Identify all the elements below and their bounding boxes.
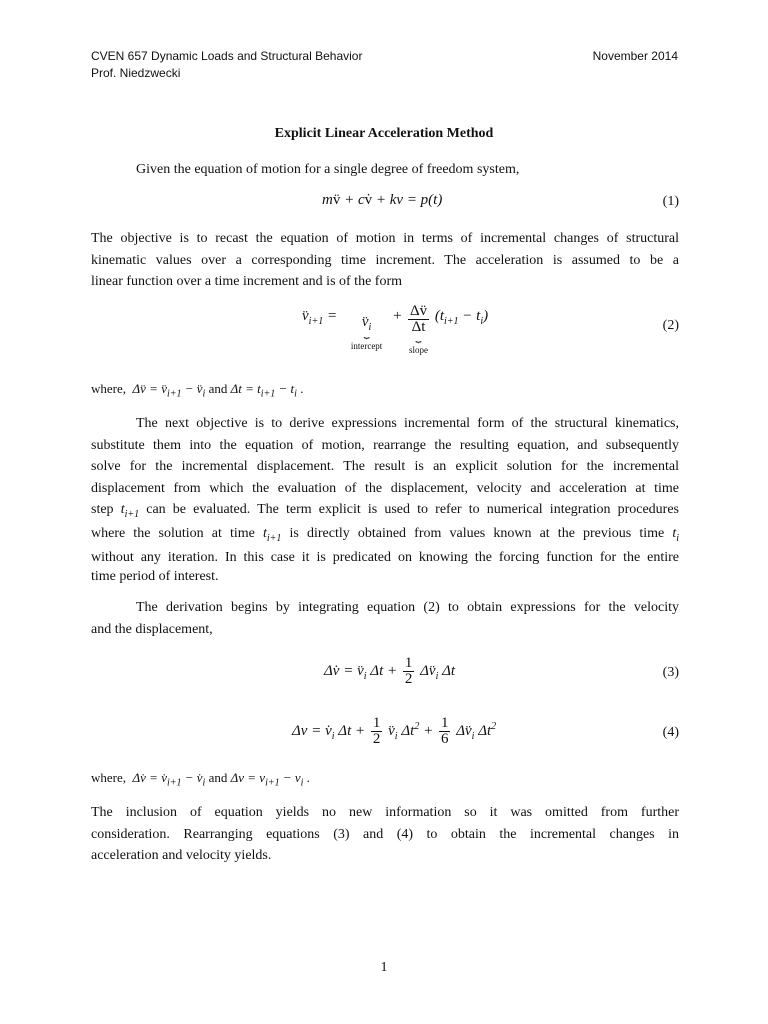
inclusion-paragraph <box>91 802 679 867</box>
where-word-1: where, <box>91 381 127 396</box>
equation-2: $v̈_{i+1}$ = $v̈_i$ ⏟ intercept + $\frac{\Delta v̈}{\Delta t}$ ⏟ slope $(t_{i+1} - t_i)$ <box>302 303 489 355</box>
intro-text: Given the equation of motion for a single degree of freedom system, <box>136 162 520 177</box>
next-line-2: substitute them into the equation of motion, rearrange the resulting equation, and subsequently <box>91 437 679 453</box>
document-date: November 2014 <box>592 49 678 63</box>
equation-3: Δv̇ = $v̈_i$ Δt + $\frac{1}{2}$ $\Delta v̈_i$ Δt <box>324 655 456 687</box>
step-rest: can be evaluated. The term explicit is used to refer to numerical integration procedures <box>146 502 679 517</box>
page-title: Explicit Linear Acceleration Method <box>274 126 494 141</box>
equation-3-number: (3) <box>662 665 679 680</box>
course-title: CVEN 657 Dynamic Loads and Structural Behavior <box>91 49 363 63</box>
step-word: step <box>91 502 114 517</box>
derivation-paragraph <box>91 597 679 640</box>
professor-name: Prof. Niedzwecki <box>91 66 181 80</box>
slope-label: slope <box>409 345 429 355</box>
and-word-2: and <box>208 770 228 785</box>
next-line-5: step $t_{i+1}$ can be evaluated. The term explicit is used to refer to numerical integration procedures <box>91 502 679 520</box>
iteration-line-2: time period of interest. <box>91 569 219 584</box>
derivation-line-1: The derivation begins by integrating equation (2) to obtain expressions for the velocity <box>136 600 679 615</box>
next-line-3: solve for the incremental displacement. The result is an explicit solution for the incremental <box>91 459 679 474</box>
intro-paragraph <box>91 159 679 181</box>
inclusion-line-2: consideration. Rearranging equations (3) and (4) to obtain the incremental changes in <box>91 826 679 842</box>
objective-line-1: The objective is to recast the equation of motion in terms of incremental changes of structural <box>91 231 679 246</box>
derivation-line-2: and the displacement, <box>91 621 213 637</box>
inclusion-line-3: acceleration and velocity yields. <box>91 848 272 863</box>
where-solution-text: where the solution at time <box>91 525 255 541</box>
next-objective-paragraph <box>91 413 679 588</box>
where-line-1: where, Δv̈ = $v̈_{i+1}$ − $v̈_i$ and $\Delta t = t_{i+1} - t_i$ . <box>91 381 304 400</box>
and-word-1: and <box>208 381 228 396</box>
equation-4-number: (4) <box>662 725 679 740</box>
objective-line-3: linear function over a time increment and is of the form <box>91 274 403 289</box>
next-line-1: The next objective is to derive expressions incremental form of the structural kinematics, <box>136 416 679 431</box>
equation-2-number: (2) <box>662 318 679 333</box>
objective-paragraph <box>91 228 679 293</box>
equation-1: mv̈ + cv̇ + kv = p(t) <box>322 192 443 208</box>
objective-line-2: kinematic values over a corresponding time increment. The acceleration is assumed to be a <box>91 252 679 268</box>
intercept-label: intercept <box>350 341 383 351</box>
where-word-2: where, <box>91 770 127 785</box>
next-line-6: where the solution at time $t_{i+1}$ is directly obtained from values known at the previous time $t_i$ <box>91 525 680 544</box>
where-line-2: where, Δv̇ = $v̇_{i+1}$ − $v̇_i$ and $\Delta v = v_{i+1} - v_i$ . <box>91 770 310 789</box>
equation-1-number: (1) <box>662 194 679 209</box>
iteration-line-1: without any iteration. In this case it is predicated on knowing the forcing function for the entire <box>91 549 679 565</box>
page-number: 1 <box>380 960 388 975</box>
next-line-4: displacement from which the evaluation of the displacement, velocity and acceleration at time <box>91 480 679 496</box>
where-solution-rest: is directly obtained from values known at the previous time <box>289 525 665 541</box>
inclusion-line-1: The inclusion of equation yields no new information so it was omitted from further <box>91 805 679 820</box>
equation-4: $\Delta v = v̇_i$ Δt + $\frac{1}{2}$ $v̈_i$ $\Delta t^2$ + $\frac{1}{6}$ $\Delta v̈_i$ $\Delta t^2$ <box>292 715 497 747</box>
